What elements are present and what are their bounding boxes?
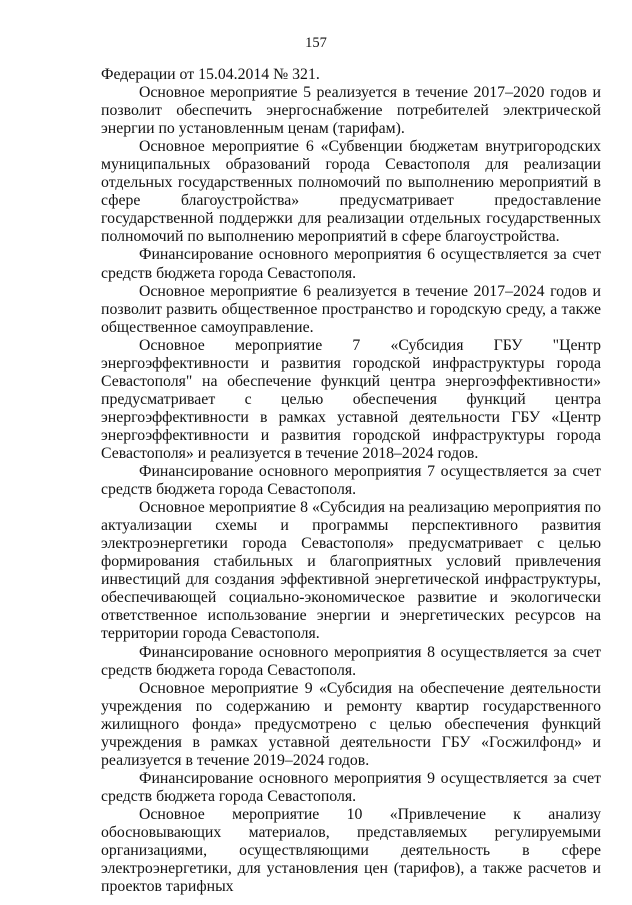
paragraph: Основное мероприятие 8 «Субсидия на реализацию мероприятия по актуализации схемы и программы перспективного развития электроэнергетики города Севастополя» предусматривает с целью формирования стабильных и благоприятных условий привлечения инвестиций для создания эффективной энергетической инфраструктуры, обеспечивающей социально-экономическое развитие и экологически ответственное использование энергии и энергетических ресурсов на территории города Севастополя.	[101, 499, 601, 643]
paragraph: Финансирование основного мероприятия 9 осуществляется за счет средств бюджета города Севастополя.	[101, 769, 601, 805]
paragraph: Основное мероприятие 6 реализуется в течение 2017–2024 годов и позволит развить общественное пространство и городскую среду, а также общественное самоуправление.	[101, 282, 601, 336]
paragraph: Основное мероприятие 10 «Привлечение к анализу обосновывающих материалов, представляемых регулируемыми организациями, осуществляющими деятельность в сфере электроэнергетики, для установления цен (тарифов), а также расчетов и проектов тарифных	[101, 805, 601, 896]
paragraph: Финансирование основного мероприятия 6 осуществляется за счет средств бюджета города Севастополя.	[101, 246, 601, 282]
paragraph-continuation: Федерации от 15.04.2014 № 321.	[101, 66, 320, 83]
paragraph: Финансирование основного мероприятия 7 осуществляется за счет средств бюджета города Севастополя.	[101, 463, 601, 499]
page-number: 157	[305, 35, 327, 51]
paragraph: Основное мероприятие 6 «Субвенции бюджетам внутригородских муниципальных образований города Севастополя для реализации отдельных государственных полномочий по выполнению мероприятий в сфере благоустройства» предусматривает предоставление государственной поддержки для реализации отдельных государственных полномочий по выполнению мероприятий в сфере благоустройства.	[101, 138, 601, 246]
paragraph: Основное мероприятие 5 реализуется в течение 2017–2020 годов и позволит обеспечить энергоснабжение потребителей электрической энергии по установленным ценам (тарифам).	[101, 84, 601, 138]
paragraph: Основное мероприятие 7 «Субсидия ГБУ "Центр энергоэффективности и развития городской инфраструктуры города Севастополя" на обеспечение функций центра энергоэффективности» предусматривает с целью обеспечения функций центра энергоэффективности в рамках уставной деятельности ГБУ «Центр энергоэффективности и развития городской инфраструктуры города Севастополя» и реализуется в течение 2018–2024 годов.	[101, 336, 601, 462]
body-text	[101, 66, 601, 896]
paragraph: Финансирование основного мероприятия 8 осуществляется за счет средств бюджета города Севастополя.	[101, 643, 601, 679]
paragraph: Основное мероприятие 9 «Субсидия на обеспечение деятельности учреждения по содержанию и ремонту квартир государственного жилищного фонда» предусмотрено с целью обеспечения функций учреждения в рамках уставной деятельности ГБУ «Госжилфонд» и реализуется в течение 2019–2024 годов.	[101, 679, 601, 769]
